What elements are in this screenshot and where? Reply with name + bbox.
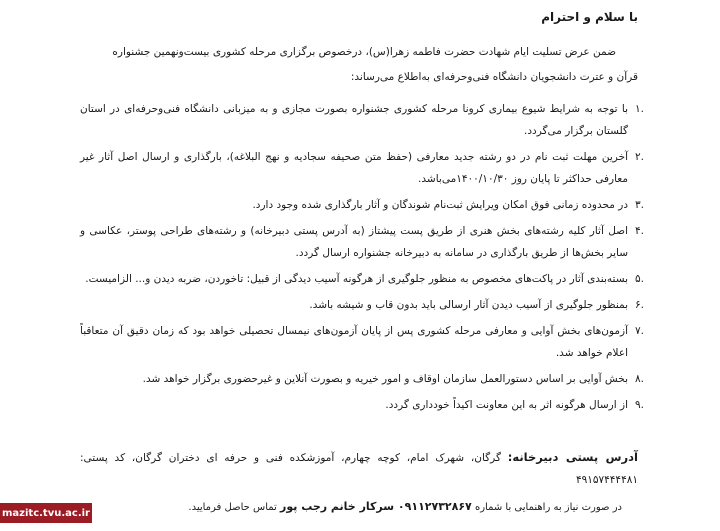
contact-phone: ۰۹۱۱۲۷۳۲۸۶۷ سرکار خانم رجب پور <box>280 500 472 513</box>
item-text: بخش آوایی بر اساس دستورالعمل سازمان اوقاف و امور خیریه و بصورت آنلاین و غیرحضوری برگزار خواهد شد. <box>142 373 628 385</box>
list-item <box>80 394 644 416</box>
site-watermark-badge: mazitc.tvu.ac.ir <box>0 503 92 523</box>
item-text: از ارسال هرگونه اثر به این معاونت اکیداً خودداری گردد. <box>385 399 628 411</box>
item-text: با توجه به شرایط شیوع بیماری کرونا مرحله کشوری جشنواره بصورت مجازی و به میزبانی دانشگاه فنی‌وحرفه‌ای در استان گلستان برگزار می‌گردد. <box>80 103 628 137</box>
item-number: .۶ <box>635 299 644 311</box>
list-item <box>80 268 644 290</box>
contact-after: تماس حاصل فرمایید. <box>188 502 277 513</box>
address-text: گرگان، شهرک امام، کوچه چهارم، آموزشکده فنی و حرفه ای دختران گرگان، کد پستی: ۴۹۱۵۷۴۴۴۴۸۱ <box>80 452 638 486</box>
list-item <box>80 98 644 142</box>
intro-paragraph <box>80 40 638 90</box>
list-item <box>80 146 644 190</box>
greeting: با سلام و احترام <box>541 10 638 24</box>
item-number: .۱ <box>635 103 644 115</box>
intro-line-2: قرآن و عترت دانشجویان دانشگاه فنی‌وحرفه‌ای به‌اطلاع می‌رساند: <box>350 71 638 83</box>
list-item <box>80 220 644 264</box>
item-number: .۹ <box>635 399 644 411</box>
item-text: در محدوده زمانی فوق امکان ویرایش ثبت‌نام شوندگان و آثار بارگذاری شده وجود دارد. <box>252 199 628 211</box>
item-text: بسته‌بندی آثار در پاکت‌های مخصوص به منظور جلوگیری از هرگونه آسیب دیدگی از قبیل: تاخوردن، ضربه دیدن و... الزامیست. <box>85 273 628 285</box>
item-number: .۷ <box>635 325 644 337</box>
item-text: آخرین مهلت ثبت نام در دو رشته جدید معارفی (حفظ متن صحیفه سجادیه و نهج البلاغه)، بارگذاری و ارسال اصل آثار غیر معارفی حداکثر تا پایان روز ۱۴۰۰/۱۰/۳۰می‌باشد. <box>80 151 628 185</box>
item-number: .۸ <box>635 373 644 385</box>
item-text: بمنظور جلوگیری از آسیب دیدن آثار ارسالی باید بدون قاب و شیشه باشد. <box>309 299 628 311</box>
postal-address <box>80 446 638 491</box>
item-text: آزمون‌های بخش آوایی و معارفی مرحله کشوری پس از پایان آزمون‌های نیمسال تحصیلی خواهد بود که زمان دقیق آن متعاقباً اعلام خواهد شد. <box>80 325 628 359</box>
list-item <box>80 368 644 390</box>
announcement-list <box>80 98 644 416</box>
intro-line-1: ضمن عرض تسلیت ایام شهادت حضرت فاطمه زهرا(س)، درخصوص برگزاری مرحله کشوری بیست‌ونهمین جشنواره <box>112 46 616 58</box>
contact-before: در صورت نیاز به راهنمایی با شماره <box>474 502 622 513</box>
contact-line <box>188 500 622 513</box>
item-number: .۲ <box>635 151 644 163</box>
item-text: اصل آثار کلیه رشته‌های بخش هنری از طریق پست پیشتاز (به آدرس پستی دبیرخانه) و رشته‌های طراحی پوستر، عکاسی و سایر بخش‌ها از طریق بارگذاری در سامانه به دبیرخانه جشنواره ارسال گردد. <box>80 225 628 259</box>
item-number: .۴ <box>635 225 644 237</box>
list-item <box>80 194 644 216</box>
list-item <box>80 294 644 316</box>
item-number: .۵ <box>635 273 644 285</box>
list-item <box>80 320 644 364</box>
item-number: .۳ <box>635 199 644 211</box>
address-label: آدرس پستی دبیرخانه: <box>507 450 638 464</box>
